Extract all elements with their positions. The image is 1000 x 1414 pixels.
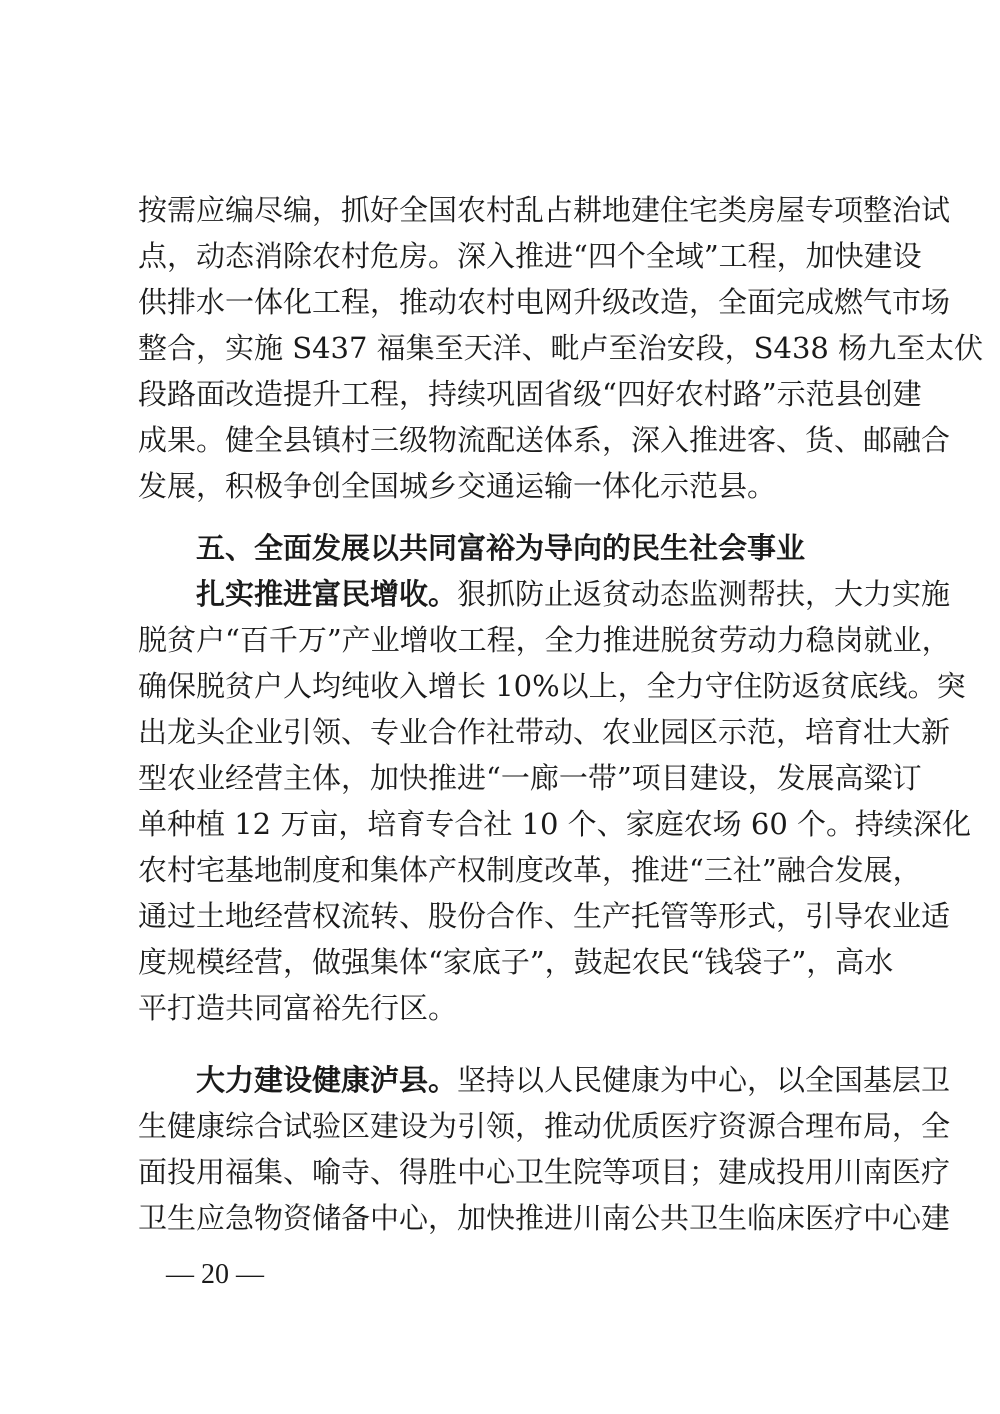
paragraph-line: 点，动态消除农村危房。深入推进“四个全域”工程，加快建设 — [138, 239, 922, 273]
paragraph-line: 整合，实施 S437 福集至天洋、毗卢至治安段，S438 杨九至太伏 — [138, 331, 984, 365]
paragraph-line: 段路面改造提升工程，持续巩固省级“四好农村路”示范县创建 — [138, 377, 922, 411]
section-heading: 五、全面发展以共同富裕为导向的民生社会事业 — [196, 531, 806, 565]
paragraph-first-line — [196, 1060, 951, 1100]
paragraph-first-line — [196, 574, 951, 614]
paragraph-line: 卫生应急物资储备中心，加快推进川南公共卫生临床医疗中心建 — [138, 1201, 951, 1235]
paragraph-line: 按需应编尽编，抓好全国农村乱占耕地建住宅类房屋专项整治试 — [138, 193, 951, 227]
page-number: — 20 — — [166, 1259, 264, 1290]
paragraph-line: 发展，积极争创全国城乡交通运输一体化示范县。 — [138, 469, 777, 503]
paragraph-line: 面投用福集、喻寺、得胜中心卫生院等项目；建成投用川南医疗 — [138, 1155, 951, 1189]
paragraph-text: 坚持以人民健康为中心，以全国基层卫 — [457, 1063, 951, 1097]
paragraph-line: 供排水一体化工程，推动农村电网升级改造，全面完成燃气市场 — [138, 285, 951, 319]
paragraph-line: 度规模经营，做强集体“家底子”，鼓起农民“钱袋子”，高水 — [138, 945, 894, 979]
paragraph-line: 平打造共同富裕先行区。 — [138, 991, 458, 1025]
paragraph-line: 成果。健全县镇村三级物流配送体系，深入推进客、货、邮融合 — [138, 423, 951, 457]
paragraph-line: 单种植 12 万亩，培育专合社 10 个、家庭农场 60 个。持续深化 — [138, 807, 972, 841]
paragraph-line: 通过土地经营权流转、股份合作、生产托管等形式，引导农业适 — [138, 899, 951, 933]
paragraph-line: 生健康综合试验区建设为引领，推动优质医疗资源合理布局，全 — [138, 1109, 951, 1143]
paragraph-lead: 大力建设健康泸县。 — [196, 1063, 458, 1097]
paragraph-text: 狠抓防止返贫动态监测帮扶，大力实施 — [457, 577, 951, 611]
paragraph-line: 农村宅基地制度和集体产权制度改革，推进“三社”融合发展， — [138, 853, 922, 887]
paragraph-line: 型农业经营主体，加快推进“一廊一带”项目建设，发展高粱订 — [138, 761, 922, 795]
paragraph-line: 确保脱贫户人均纯收入增长 10%以上，全力守住防返贫底线。突 — [138, 669, 966, 703]
paragraph-lead: 扎实推进富民增收。 — [196, 577, 458, 611]
paragraph-line: 出龙头企业引领、专业合作社带动、农业园区示范，培育壮大新 — [138, 715, 951, 749]
paragraph-line: 脱贫户“百千万”产业增收工程，全力推进脱贫劳动力稳岗就业， — [138, 623, 951, 657]
